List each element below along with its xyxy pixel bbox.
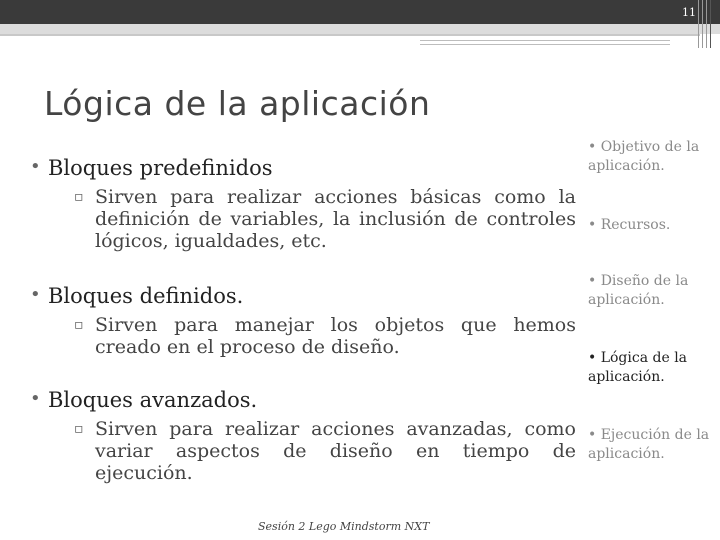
slide-number: 11 xyxy=(682,6,696,19)
bullet-item xyxy=(28,388,588,484)
nav-item-recursos[interactable]: • Recursos. xyxy=(588,217,671,233)
bullet-dot-icon: • xyxy=(30,388,41,409)
nav-item-logica[interactable]: • Lógica de la aplicación. xyxy=(588,350,688,385)
nav-item-ejecucion[interactable]: • Ejecución de la aplicación. xyxy=(588,427,710,462)
bullet-heading: Bloques avanzados. xyxy=(48,388,258,412)
sub-bullet-icon: ▫ xyxy=(74,317,84,333)
slide-title: Lógica de la aplicación xyxy=(44,84,431,123)
nav-item-objetivo[interactable]: • Objetivo de la aplicación. xyxy=(588,139,700,174)
bullet-dot-icon: • xyxy=(30,156,41,177)
bullet-detail: Sirven para manejar los objetos que hemos creado en el proceso de diseño. xyxy=(95,314,576,358)
section-nav xyxy=(588,0,716,540)
footer-text: Sesión 2 Lego Mindstorm NXT xyxy=(258,520,430,533)
bullet-item xyxy=(28,284,588,358)
nav-item-diseno[interactable]: • Diseño de la aplicación. xyxy=(588,273,689,308)
bullet-detail: Sirven para realizar acciones básicas como la definición de variables, la inclusión de controles lógicos, igualdades, etc. xyxy=(95,186,576,252)
sub-bullet-icon: ▫ xyxy=(74,421,84,437)
bullet-heading: Bloques definidos. xyxy=(48,284,244,308)
sub-bullet-icon: ▫ xyxy=(74,189,84,205)
bullet-detail: Sirven para realizar acciones avanzadas, como variar aspectos de diseño en tiempo de ejecución. xyxy=(95,418,576,484)
bullet-item xyxy=(28,156,588,252)
bullet-heading: Bloques predefinidos xyxy=(48,156,273,180)
bullet-dot-icon: • xyxy=(30,284,41,305)
